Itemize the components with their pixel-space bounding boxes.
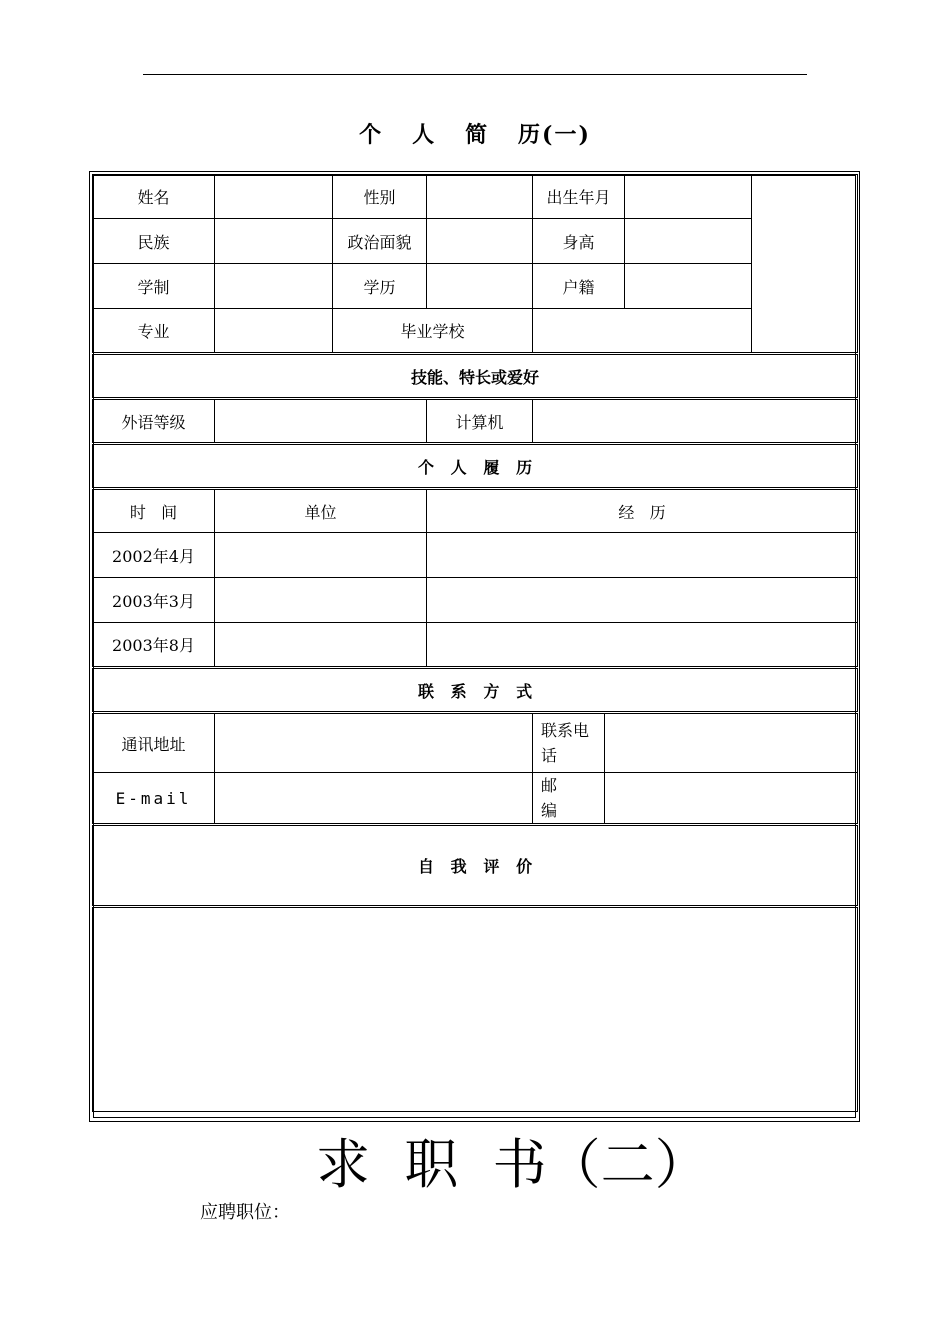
- history-unit-3[interactable]: [215, 623, 427, 668]
- postcode-label: [533, 773, 605, 825]
- history-unit-2[interactable]: [215, 578, 427, 623]
- self-eval-header: 自 我 评 价: [93, 825, 858, 907]
- education-label: 学历: [333, 264, 427, 309]
- history-col-experience: 经 历: [427, 489, 858, 533]
- history-experience-1[interactable]: [427, 533, 858, 578]
- schooling-label: 学制: [93, 264, 215, 309]
- major-field[interactable]: [215, 309, 333, 354]
- gender-label: 性别: [333, 175, 427, 219]
- history-experience-3[interactable]: [427, 623, 858, 668]
- history-time-3: 2003年8月: [93, 623, 215, 668]
- resume-table: [92, 174, 858, 1112]
- name-field[interactable]: [215, 175, 333, 219]
- school-field[interactable]: [533, 309, 752, 354]
- history-unit-1[interactable]: [215, 533, 427, 578]
- phone-label: 联系电话: [533, 713, 605, 773]
- political-label: 政治面貌: [333, 219, 427, 264]
- page-title: 个 人 简 历(一): [359, 122, 591, 148]
- school-label: 毕业学校: [333, 309, 533, 354]
- address-field[interactable]: [215, 713, 533, 773]
- language-field[interactable]: [215, 399, 427, 444]
- ethnicity-label: 民族: [93, 219, 215, 264]
- schooling-field[interactable]: [215, 264, 333, 309]
- header-rule: [143, 74, 807, 75]
- postcode-field[interactable]: [605, 773, 858, 825]
- computer-field[interactable]: [533, 399, 858, 444]
- self-eval-field[interactable]: [93, 907, 858, 1112]
- major-label: 专业: [93, 309, 215, 354]
- skills-header: 技能、特长或爱好: [93, 354, 858, 399]
- history-time-1: 2002年4月: [93, 533, 215, 578]
- photo-box[interactable]: [752, 175, 858, 354]
- ethnicity-field[interactable]: [215, 219, 333, 264]
- political-field[interactable]: [427, 219, 533, 264]
- gender-field[interactable]: [427, 175, 533, 219]
- address-label: 通讯地址: [93, 713, 215, 773]
- height-label: 身高: [533, 219, 625, 264]
- language-label: 外语等级: [93, 399, 215, 444]
- hukou-label: 户籍: [533, 264, 625, 309]
- education-field[interactable]: [427, 264, 533, 309]
- contact-header: 联 系 方 式: [93, 668, 858, 713]
- height-field[interactable]: [625, 219, 752, 264]
- birth-field[interactable]: [625, 175, 752, 219]
- email-label: E-mail: [93, 773, 215, 825]
- history-col-time: 时 间: [93, 489, 215, 533]
- computer-label: 计算机: [427, 399, 533, 444]
- history-time-2: 2003年3月: [93, 578, 215, 623]
- history-col-unit: 单位: [215, 489, 427, 533]
- name-label: 姓名: [93, 175, 215, 219]
- history-header: 个 人 履 历: [93, 444, 858, 489]
- email-field[interactable]: [215, 773, 533, 825]
- phone-field[interactable]: [605, 713, 858, 773]
- cover-title: 求 职 书（二）: [316, 1133, 709, 1196]
- birth-label: 出生年月: [533, 175, 625, 219]
- history-experience-2[interactable]: [427, 578, 858, 623]
- postcode-label-text: 邮编: [541, 776, 558, 820]
- hukou-field[interactable]: [625, 264, 752, 309]
- position-label: 应聘职位：: [200, 1202, 290, 1223]
